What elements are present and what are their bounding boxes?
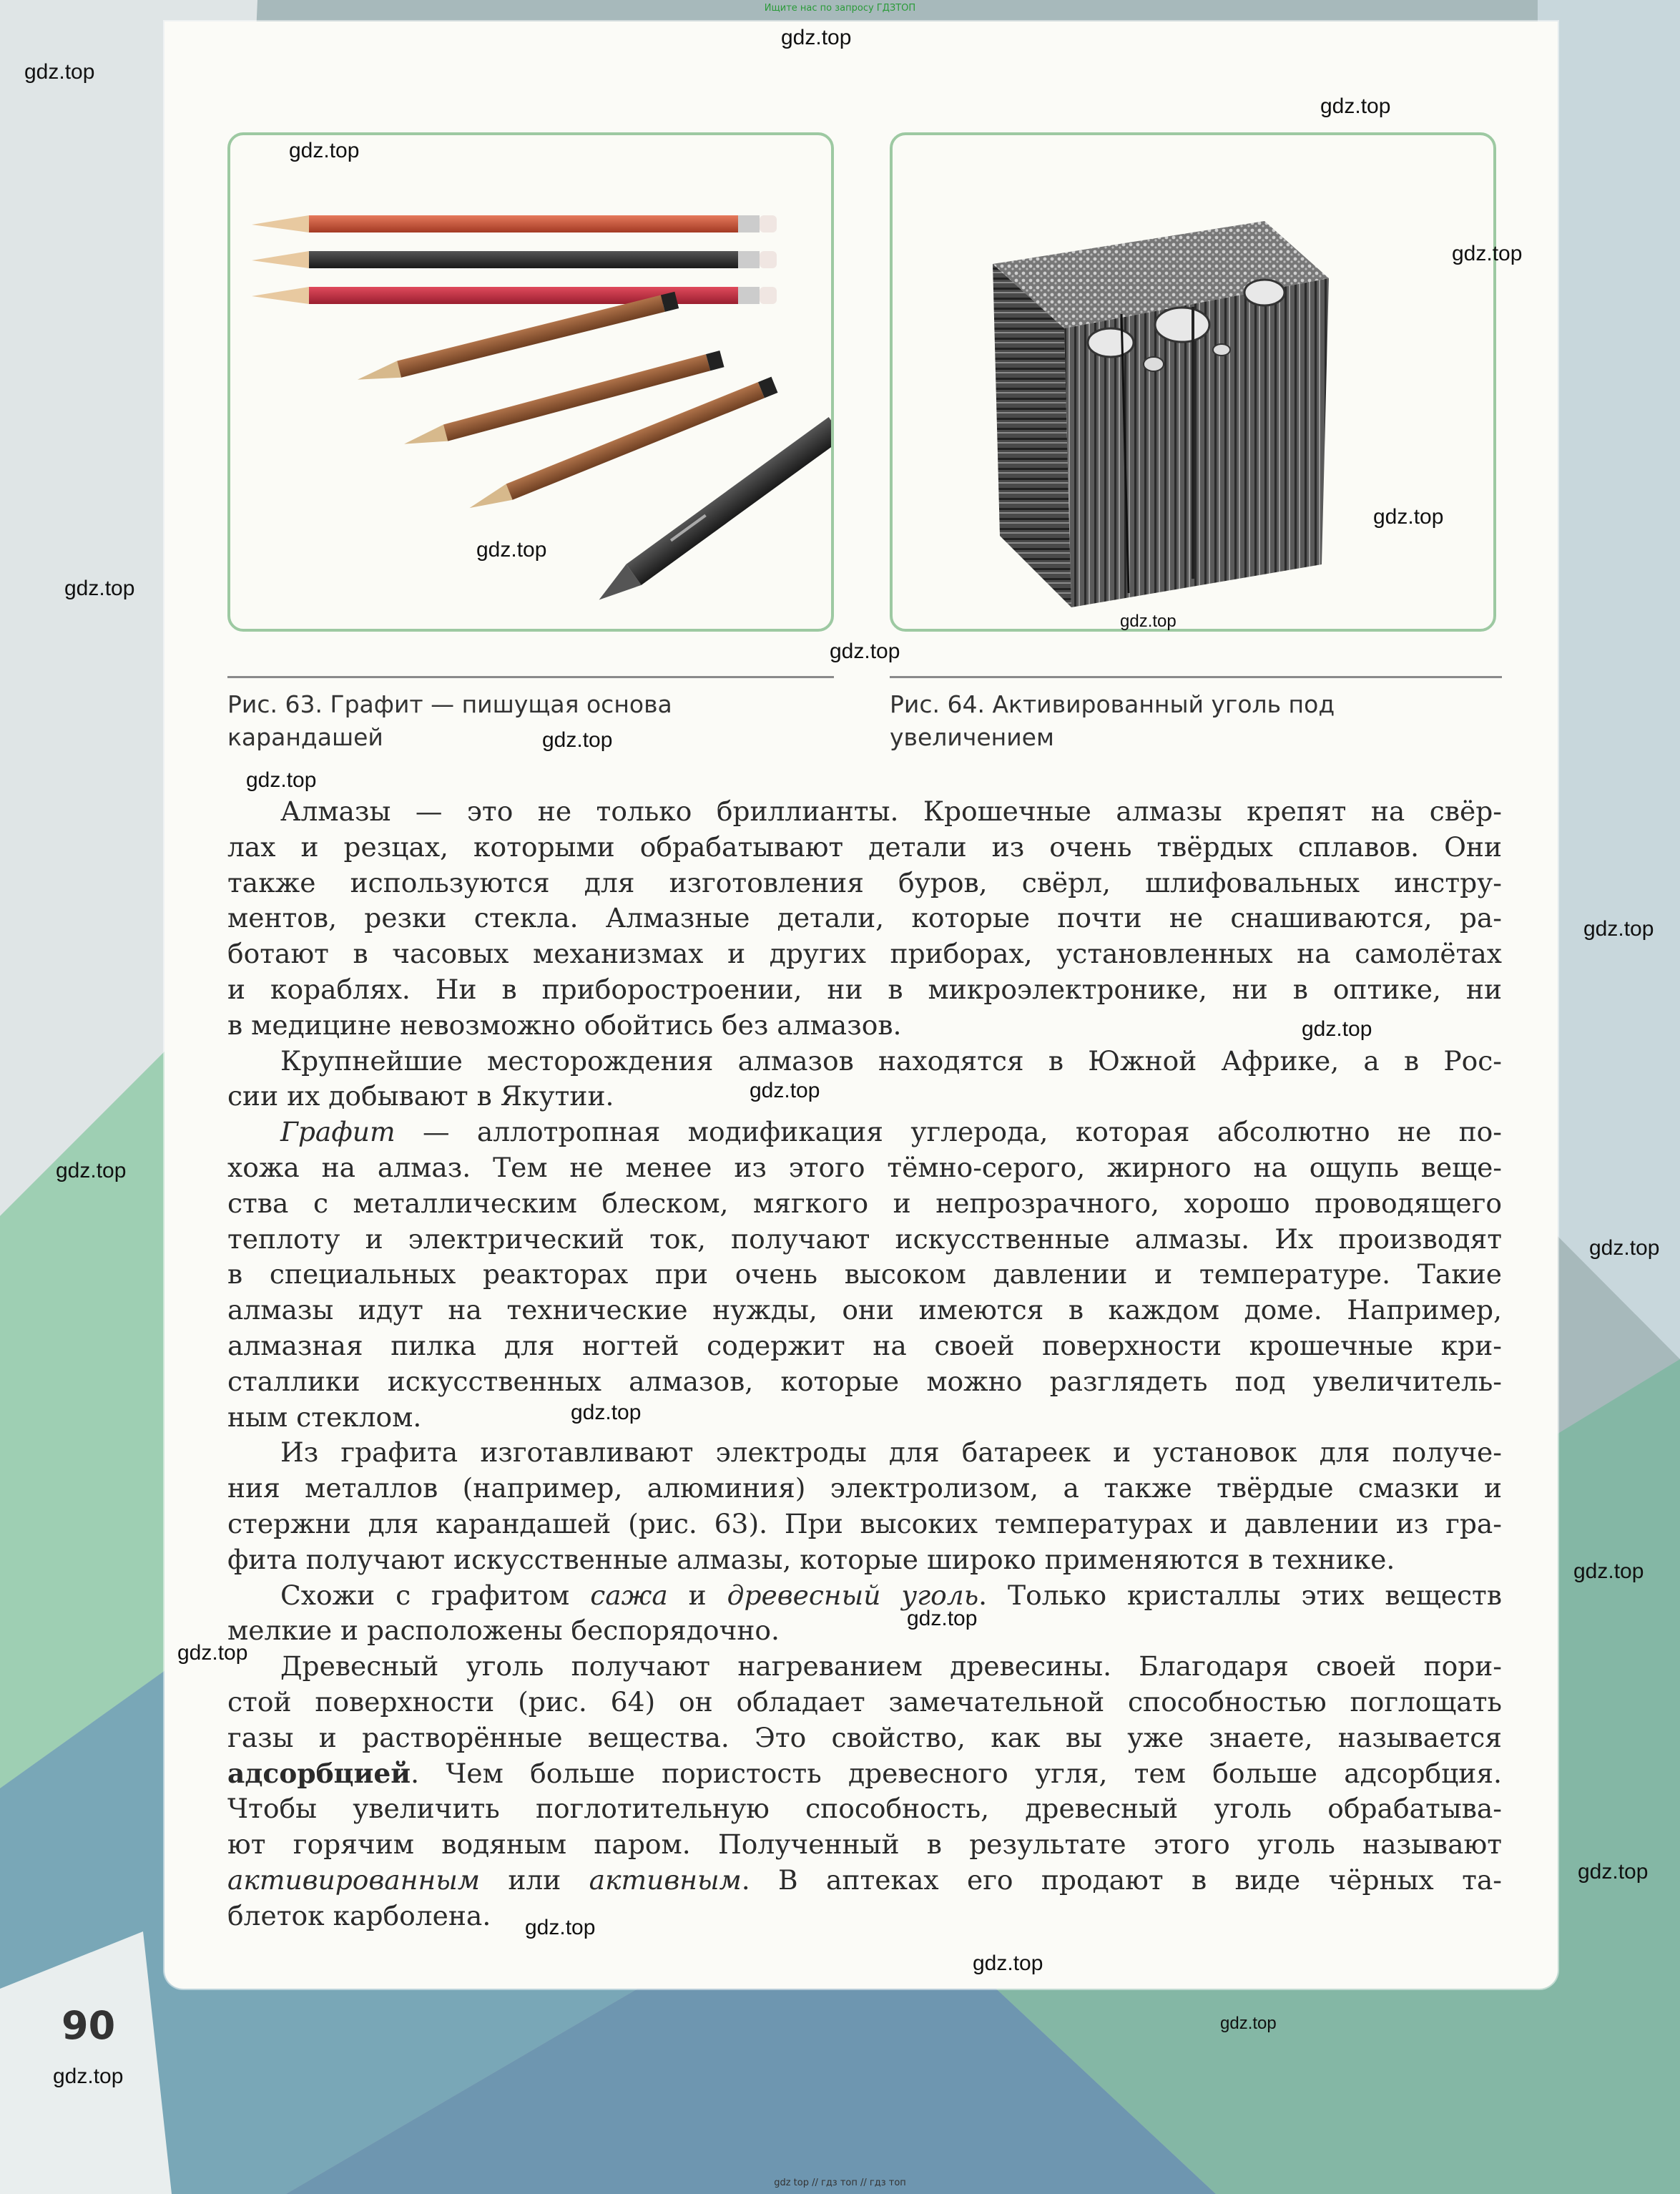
text-fragment: . Чем больше пористость древесного угля, тем больше адсорбция. xyxy=(411,1757,1502,1789)
watermark: gdz.top xyxy=(1320,94,1391,118)
term-activated: активированным xyxy=(227,1864,480,1896)
text-line: теплоту и электрический ток, получают искусственные алмазы. Их производят xyxy=(227,1223,1502,1255)
watermark: gdz.top xyxy=(907,1607,978,1630)
header-link[interactable]: Ищите нас по запросу ГДЗТОП xyxy=(764,3,916,14)
figure-63-caption-line1: Рис. 63. Графит — пишущая основа xyxy=(227,690,672,718)
text-line xyxy=(227,1578,1502,1614)
pencil-black xyxy=(252,251,777,268)
watermark: gdz.top xyxy=(64,577,135,600)
figure-64-caption-line2: увеличением xyxy=(890,723,1054,751)
term-adsorption: адсорбцией xyxy=(227,1757,411,1789)
term-graphite: Графит xyxy=(280,1116,396,1148)
pencil-wooden-1 xyxy=(355,292,679,388)
text-line: ментов, резки стекла. Алмазные детали, которые почти не снашиваются, ра- xyxy=(227,902,1502,934)
text-line: мелкие и расположены беспорядочно. xyxy=(227,1615,780,1647)
pencil-red xyxy=(252,215,777,232)
footer-link[interactable]: gdz top // гдз топ // гдз топ xyxy=(774,2178,906,2188)
text-line: ства с металлическим блеском, мягкого и непрозрачного, хорошо проводящего xyxy=(227,1187,1502,1219)
text-line: Из графита изготавливают электроды для батареек и установок для получе- xyxy=(280,1436,1502,1469)
page-number: 90 xyxy=(62,2003,116,2048)
text-fragment: Схожи с графитом xyxy=(280,1579,591,1611)
watermark: gdz.top xyxy=(781,26,852,49)
figure-64-rule xyxy=(890,676,1502,678)
text-line: алмазная пилка для ногтей содержит на своей поверхности крошечные кри- xyxy=(227,1329,1502,1361)
text-fragment: . Только кристаллы этих веществ xyxy=(978,1579,1502,1611)
text-line xyxy=(227,1756,1502,1792)
watermark: gdz.top xyxy=(1589,1236,1660,1260)
text-line: сталлики искусственных алмазов, которые можно разглядеть под увеличитель- xyxy=(227,1365,1502,1397)
text-fragment: и xyxy=(667,1579,727,1611)
text-line: блеток карболена. xyxy=(227,1899,491,1931)
text-line: ным стеклом. xyxy=(227,1401,422,1433)
text-fragment: — аллотропная модификация углерода, которая абсолютно не по- xyxy=(395,1116,1502,1148)
watermark: gdz.top xyxy=(1452,242,1523,265)
text-line: Древесный уголь получают нагреванием древесины. Благодаря своей пори- xyxy=(280,1650,1502,1683)
text-line: ют горячим водяным паром. Полученный в результате этого уголь называют xyxy=(227,1828,1502,1861)
text-line: хожа на алмаз. Тем не менее из этого тёмно-серого, жирного на ощупь веще- xyxy=(227,1151,1502,1183)
term-active: активным xyxy=(589,1864,742,1896)
watermark: gdz.top xyxy=(289,139,360,162)
text-line: и кораблях. Ни в приборостроении, ни в микроэлектронике, ни в оптике, ни xyxy=(227,973,1502,1005)
figure-64-activated-charcoal xyxy=(890,132,1496,632)
watermark: gdz.top xyxy=(750,1079,820,1102)
text-line: сии их добывают в Якутии. xyxy=(227,1080,614,1112)
watermark: gdz.top xyxy=(246,768,317,792)
term-soot: сажа xyxy=(590,1579,668,1611)
text-line: Чтобы увеличить поглотительную способность, древесный уголь обрабатыва- xyxy=(227,1793,1502,1825)
text-line: газы и растворённые вещества. Это свойство, как вы уже знаете, называется xyxy=(227,1721,1502,1753)
text-line: в специальных реакторах при очень высоком давлении и температуре. Такие xyxy=(227,1258,1502,1291)
text-line: лах и резцах, которыми обрабатывают детали из очень твёрдых сплавов. Они xyxy=(227,831,1502,863)
watermark: gdz.top xyxy=(1302,1017,1372,1041)
body-text xyxy=(227,794,1502,1934)
watermark: gdz.top xyxy=(973,1951,1043,1975)
watermark: gdz.top xyxy=(1583,917,1654,941)
watermark: gdz.top xyxy=(525,1916,596,1939)
text-line: стой поверхности (рис. 64) он обладает замечательной способностью поглощать xyxy=(227,1685,1502,1718)
watermark: gdz.top xyxy=(1220,2014,1277,2033)
text-line: Крупнейшие месторождения алмазов находятся в Южной Африке, а в Рос- xyxy=(280,1044,1502,1077)
watermark: gdz.top xyxy=(1578,1860,1649,1884)
text-line: также используются для изготовления буров, свёрл, шлифовальных инстру- xyxy=(227,866,1502,898)
watermark: gdz.top xyxy=(177,1641,248,1665)
text-line xyxy=(227,1115,1502,1150)
charcoal-illustration xyxy=(893,135,1496,632)
text-line: алмазы идут на технические нужды, они имеются в каждом доме. Например, xyxy=(227,1294,1502,1326)
figure-64-caption-line1: Рис. 64. Активированный уголь под xyxy=(890,690,1335,718)
text-line: Алмазы — это не только бриллианты. Крошечные алмазы крепят на свёр- xyxy=(280,795,1502,827)
watermark: gdz.top xyxy=(571,1401,642,1424)
watermark: gdz.top xyxy=(1373,505,1444,529)
watermark: gdz.top xyxy=(1573,1559,1644,1583)
figure-64-caption xyxy=(890,688,1505,754)
watermark: gdz.top xyxy=(542,728,613,752)
figure-63-rule xyxy=(227,676,834,678)
figure-63-caption-line2: карандашей xyxy=(227,723,383,751)
watermark: gdz.top xyxy=(830,640,900,663)
text-line: ния металлов (например, алюминия) электролизом, а также твёрдые смазки и xyxy=(227,1472,1502,1504)
text-line xyxy=(227,1863,1502,1899)
pencil-wooden-2 xyxy=(402,351,724,452)
text-fragment: . В аптеках его продают в виде чёрных та- xyxy=(741,1864,1502,1896)
text-line: стержни для карандашей (рис. 63). При высоких температурах и давлении из гра- xyxy=(227,1507,1502,1539)
text-line: фита получают искусственные алмазы, которые широко применяются в технике. xyxy=(227,1543,1395,1575)
text-line: в медицине невозможно обойтись без алмазов. xyxy=(227,1009,902,1041)
figure-63-caption xyxy=(227,688,843,754)
text-fragment: или xyxy=(479,1864,589,1896)
watermark: gdz.top xyxy=(1120,612,1177,631)
watermark: gdz.top xyxy=(24,60,95,84)
pencil-crimson xyxy=(252,287,777,304)
watermark: gdz.top xyxy=(53,2065,124,2088)
term-charcoal: древесный уголь xyxy=(727,1579,979,1611)
text-line: ботают в часовых механизмах и других приборах, установленных на самолётах xyxy=(227,938,1502,970)
watermark: gdz.top xyxy=(476,538,547,562)
watermark: gdz.top xyxy=(56,1159,127,1182)
